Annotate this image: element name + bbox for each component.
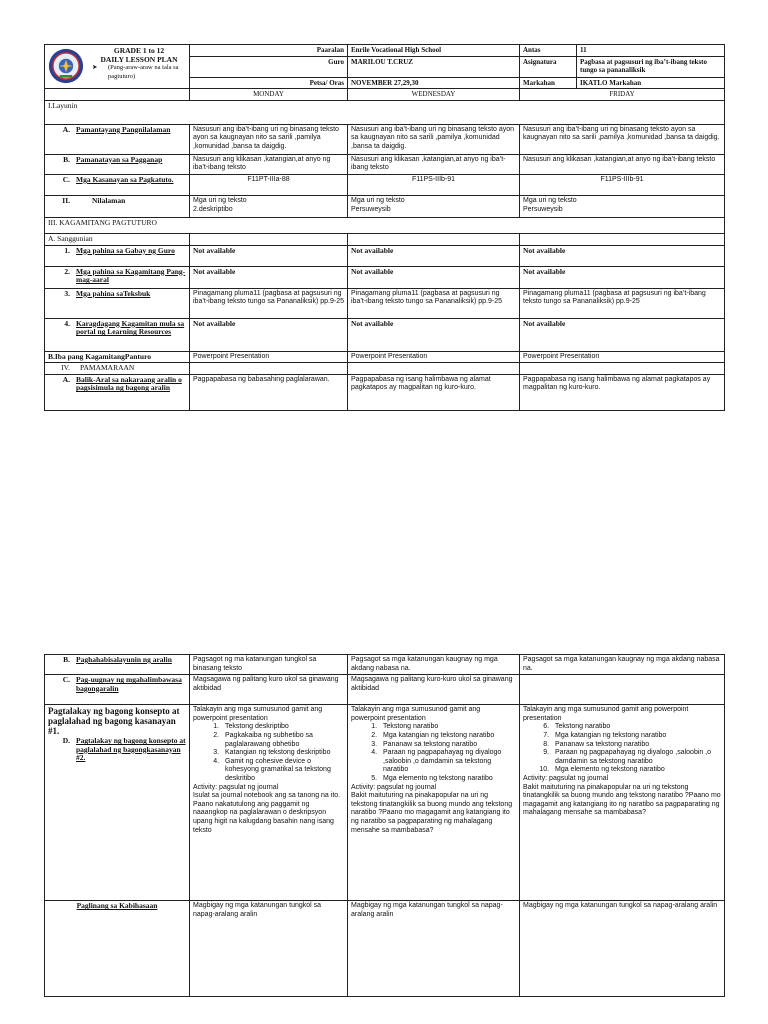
cell-c-wednesday: F11PS-IIIb-91: [348, 174, 520, 195]
guro-label: Guro: [190, 56, 348, 77]
label-sanggunian: A. Sanggunian: [45, 233, 190, 245]
cell-iba-friday: Powerpoint Presentation: [520, 351, 725, 363]
markahan-label: Markahan: [520, 77, 577, 89]
cell-b-friday: Nasusuri ang klikasan ,katangian,at anyo ng iba’t-ibang teksto: [520, 154, 725, 174]
guro-value: MARILOU T.CRUZ: [348, 56, 520, 77]
dlp-label: DAILY LESSON PLAN: [100, 54, 178, 64]
label-pagtalakay-1: Pagtalakay ng bagong konsepto at paglalahad ng bagong kasanayan #1.: [48, 706, 180, 737]
cell-pag-uugnay-friday: [520, 675, 725, 705]
cell-pag-uugnay-monday: Magsagawa ng palitang kuro ukol sa ginawang aktibidad: [190, 675, 348, 705]
cell-teksbuk-wednesday: Pinagamang pluma11 (pagbasa at pagsusuri ng iba’t-ibang teksto tungo sa Pananaliksik) pp.9-25: [348, 288, 520, 318]
cell-ii-wednesday: Mga uri ng teksto Persuweysib: [348, 195, 520, 217]
cell-paghahabi-friday: Pagsagot sa mga katanungan kaugnay ng mga akdang nabasa na.: [520, 655, 725, 675]
lesson-plan-table-continued: B. Paghahabisalayunin ng aralin Pagsagot ng ma katanungan tungkol sa binasang teksto Pagsagot sa mga katanungan kaugnay ng mga akdang nabasa na. Pagsagot sa mga katanungan kaugnay ng mga akdang nabasa na. C. Pag-uugnay ng mgahalimbawasabagongaralin Magsagawa ng palitang kuro ukol sa ginawang aktibidad Magsagawa ng palitang kuro-kuro ukol sa ginawang aktibidad Pagtalakay ng bagong konsepto at paglalahad ng bagong kasanayan #1. D. Pagtalakay ng bagong konsepto at paglalahad ng bagongkasanayan #2. Talakayin ang mga sumusunod gamit ang powerpoint presentation 1. Tekstong deskriptibo 2. Pagkakaiba ng subhetibo sa paglalarawang obhetibo 3. Katangian ng tekstong deskriptibo 4. Gamit ng cohesive device o kohesyong gramatikal sa tekstong deskritibo Activity: pagsulat ng journal Isulat sa journal notebook ang sa tanong na ito. Paano nakatutulong ang paggamit ng naaangkop na paglalarawan o deskripsyon upang higit na kalugdang basahin nang isang teksto Talakayin ang mga sumusunod gamit ang powerpoint presentation 1. Tekstong naratibo 2. Mga katangian ng tekstong naratibo 3. Pananaw sa tekstong naratibo 4. Paraan ng pagpapahayag ng diyalogo ,saloobin ,o damdamin sa tekstong naratibo 5. Mga elemento ng tekstong naratibo Activity: pagsulat ng journal Bakit maituturing na pinakapopular na uri ng tekstong tinatangkilik sa buong mundo ang tekstong naratibo ?Paano mo magagamit ang katangiang ito ng naratibo sa pagpaparating ng mahalagang mensahe sa mambabasa? Talakayin ang mga sumusunod gamit ang powerpoint presentation 6. Tekstong naratibo 7. Mga katangian ng tekstong naratibo 8. Pananaw sa tekstong naratibo 9. Paraan ng pagpapahayag ng diyalogo ,saloobin ,o damdamin sa tekstong naratibo 10. Mga elemento ng tekstong naratibo Activity: pagsulat ng journal Bakit maituturing na pinakapopular na uri ng tekstong tinatangkilik sa buong mundo ang tekstong naratibo ?Paano mo magagamit ang katangiang ito ng naratibo sa pagpaparating ng mahalagang mensahe sa mambabasa? Paglinang sa Kabihasaan Magbigay ng mga katanungan tungkol sa napag-aralang aralin Magbigay ng mga katanungan tungkol sa napag-aralang aralin Magbigay ng mga katanungan tungkol sa napag-aralang aralin: [44, 654, 725, 997]
lesson-plan-page-2: [44, 654, 724, 997]
cell-karagdagan-monday: Not available: [190, 318, 348, 351]
list-wednesday-topics: 1. Tekstong naratibo 2. Mga katangian ng tekstong naratibo 3. Pananaw sa tekstong naratibo 4. Paraan ng pagpapahayag ng diyalogo ,saloobin ,o damdamin sa tekstong naratibo 5. Mga elemento ng tekstong naratibo: [351, 723, 516, 783]
paaralan-value: Enrile Vocational High School: [348, 45, 520, 57]
cell-paglinang-wednesday: Magbigay ng mga katanungan tungkol sa napag-aralang aralin: [348, 901, 520, 997]
label-teksbuk: Mga pahina saTeksbuk: [76, 288, 151, 298]
label-balik-aral: Balik-Aral sa nakaraang aralin o pagsisimula ng bagong aralin: [76, 374, 182, 393]
cell-balik-aral-wednesday: Pagpapabasa ng isang halimbawa ng alamat pagkatapos ay magpalitan ng kuro-kuro.: [348, 374, 520, 410]
label-kagamitang-pang-mag-aaral: Mga pahina sa Kagamitang Pang-mag-aaral: [76, 266, 186, 285]
list-monday-topics: 1. Tekstong deskriptibo 2. Pagkakaiba ng subhetibo sa paglalarawang obhetibo 3. Katangian ng tekstong deskriptibo 4. Gamit ng cohesive device o kohesyong gramatikal sa tekstong deskritibo: [193, 723, 344, 783]
cell-pagtalakay-friday: Talakayin ang mga sumusunod gamit ang powerpoint presentation 6. Tekstong naratibo 7. Mga katangian ng tekstong naratibo 8. Pananaw sa tekstong naratibo 9. Paraan ng pagpapahayag ng diyalogo ,saloobin ,o damdamin sa tekstong naratibo 10. Mga elemento ng tekstong naratibo Activity: pagsulat ng journal Bakit maituturing na pinakapopular na uri ng tekstong tinatangkilik sa buong mundo ang tekstong naratibo ?Paano mo magagamit ang katangiang ito ng naratibo sa pagpaparating ng mahalagang mensahe sa mambabasa?: [520, 705, 725, 901]
cell-balik-aral-friday: Pagpapabasa ng isang halimbawa ng alamat pagkatapos ay magpalitan ng kuro-kuro.: [520, 374, 725, 410]
cell-gabay-wednesday: Not available: [348, 245, 520, 266]
section-kagamitan: III. KAGAMITANG PAGTUTURO: [45, 217, 725, 233]
cell-pang-mag-aaral-wednesday: Not available: [348, 266, 520, 288]
asignatura-value: Pagbasa at pagsusuri ng iba’t-ibang teksto tungo sa pananaliksik: [577, 56, 725, 77]
label-mga-kasanayan: Mga Kasanayan sa Pagkatuto.: [76, 174, 174, 184]
cell-ii-monday: Mga uri ng teksto 2.deskriptibo: [190, 195, 348, 217]
cell-pagtalakay-monday: Talakayin ang mga sumusunod gamit ang powerpoint presentation 1. Tekstong deskriptibo 2. Pagkakaiba ng subhetibo sa paglalarawang obhetibo 3. Katangian ng tekstong deskriptibo 4. Gamit ng cohesive device o kohesyong gramatikal sa tekstong deskritibo Activity: pagsulat ng journal Isulat sa journal notebook ang sa tanong na ito. Paano nakatutulong ang paggamit ng naaangkop na paglalarawan o deskripsyon upang higit na kalugdang basahin nang isang teksto: [190, 705, 348, 901]
petsa-value: NOVEMBER 27,29,30: [348, 77, 520, 89]
deped-seal-icon: [48, 48, 84, 84]
label-karagdagang-kagamitan: Karagdagang Kagamitan mula sa portal ng Learning Resources: [76, 318, 185, 337]
cell-pag-uugnay-wednesday: Magsagawa ng palitang kuro-kuro ukol sa ginawang aktibidad: [348, 675, 520, 705]
label-paglinang-sa-kabihasaan: Paglinang sa Kabihasaan: [76, 901, 158, 911]
petsa-label: Petsa/ Oras: [190, 77, 348, 89]
list-friday-topics: 6. Tekstong naratibo 7. Mga katangian ng tekstong naratibo 8. Pananaw sa tekstong naratibo 9. Paraan ng pagpapahayag ng diyalogo ,saloobin ,o damdamin sa tekstong naratibo 10. Mga elemento ng tekstong naratibo: [523, 723, 721, 775]
cell-paglinang-monday: Magbigay ng mga katanungan tungkol sa napag-aralang aralin: [190, 901, 348, 997]
cell-b-monday: Nasusuri ang klikasan ,katangian,at anyo ng iba’t-ibang teksto: [190, 154, 348, 174]
cell-teksbuk-monday: Pinagamang pluma11 (pagbasa at pagsusuri ng iba’t-ibang teksto tungo sa Pananaliksik) pp.9-25: [190, 288, 348, 318]
cell-a-friday: Nasusuri ang iba’t-ibang uri ng binasang teksto ayon sa kaugnayan nito sa sarili ,pamilya ,komunidad ,bansa ta daigdig.: [520, 124, 725, 154]
cell-teksbuk-friday: Pinagamang pluma11 (pagbasa at pagsusuri ng iba’t-ibang teksto tungo sa Pananaliksik) pp.9-25: [520, 288, 725, 318]
header-title-cell: [45, 45, 190, 89]
cell-karagdagan-friday: Not available: [520, 318, 725, 351]
day-wednesday: WEDNESDAY: [348, 89, 520, 101]
cell-c-monday: F11PT-IIIa-88: [190, 174, 348, 195]
cell-karagdagan-wednesday: Not available: [348, 318, 520, 351]
cell-a-wednesday: Nasusuri ang iba’t-ibang uri ng binasang teksto ayon sa kaugnayan nito sa sarili ,pamilya ,komunidad ,bansa ta daigdig.: [348, 124, 520, 154]
label-pagtalakay-2: Pagtalakay ng bagong konsepto at paglalahad ng bagongkasanayan #2.: [76, 736, 186, 763]
dlp-subtitle: (Pang-araw-araw na tala sa pagtuturo): [108, 64, 179, 80]
cell-gabay-friday: Not available: [520, 245, 725, 266]
cell-paglinang-friday: Magbigay ng mga katanungan tungkol sa napag-aralang aralin: [520, 901, 725, 997]
lesson-plan-page-1: [44, 44, 724, 411]
cell-iba-wednesday: Powerpoint Presentation: [348, 351, 520, 363]
cell-a-monday: Nasusuri ang iba’t-ibang uri ng binasang teksto ayon sa kaugnayan nito sa sarili ,pamilya ,komunidad ,bansa ta daigdig.: [190, 124, 348, 154]
cell-iba-monday: Powerpoint Presentation: [190, 351, 348, 363]
cell-paghahabi-wednesday: Pagsagot sa mga katanungan kaugnay ng mga akdang nabasa na.: [348, 655, 520, 675]
label-nilalaman: Nilalaman: [92, 195, 126, 205]
arrow-bullet-icon: ➤: [92, 64, 98, 72]
label-pag-uugnay: Pag-uugnay ng mgahalimbawasabagongaralin: [76, 675, 182, 693]
antas-value: 11: [577, 45, 725, 57]
cell-c-friday: F11PS-IIIb-91: [520, 174, 725, 195]
day-friday: FRIDAY: [520, 89, 725, 101]
label-iba-pang-kagamitan: B.Iba pang KagamitangPanturo: [45, 351, 190, 363]
grade-label: GRADE 1 to 12: [113, 46, 165, 55]
cell-pang-mag-aaral-friday: Not available: [520, 266, 725, 288]
cell-gabay-monday: Not available: [190, 245, 348, 266]
paaralan-label: Paaralan: [190, 45, 348, 57]
label-paghahabi: Paghahabisalayunin ng aralin: [76, 655, 172, 664]
cell-ii-friday: Mga uri ng teksto Persuweysib: [520, 195, 725, 217]
label-pamantayang-pangnilalaman: Pamantayang Pangnilalaman: [76, 124, 171, 134]
label-pamanatayan-sa-pagganap: Pamanatayan sa Pagganap: [76, 154, 163, 164]
label-gabay-ng-guro: Mga pahina sa Gabay ng Guro: [76, 245, 175, 255]
markahan-value: IKATLO Markahan: [577, 77, 725, 89]
cell-b-wednesday: Nasusuri ang klikasan ,katangian,at anyo ng iba’t-ibang teksto: [348, 154, 520, 174]
cell-pang-mag-aaral-monday: Not available: [190, 266, 348, 288]
cell-paghahabi-monday: Pagsagot ng ma katanungan tungkol sa binasang teksto: [190, 655, 348, 675]
antas-label: Antas: [520, 45, 577, 57]
cell-balik-aral-monday: Pagpapabasa ng babasahing paglalarawan.: [190, 374, 348, 410]
day-monday: MONDAY: [190, 89, 348, 101]
section-layunin: I.Layunin: [45, 100, 725, 124]
section-pamamaraan: PAMAMARAAN: [80, 363, 135, 373]
asignatura-label: Asignatura: [520, 56, 577, 77]
lesson-plan-table: GRADE 1 to 12 DAILY LESSON PLAN ➤ (Pang-araw-araw na tala sa pagtuturo) Paaralan Enrile Vocational High School Antas 11 Guro MARILOU T.CRUZ Asignatura Pagbasa at pagsusuri ng iba’t-ibang teksto tungo sa pananaliksik Petsa/ Oras NOVEMBER 27,29,30 Markahan IKATLO Markahan MONDAY WEDNESDAY FRIDAY I.Layunin A. Pamantayang Pangnilalaman Nasusuri ang iba’t-ibang uri ng binasang teksto ayon sa kaugnayan nito sa sarili ,pamilya ,komunidad ,bansa ta daigdig. Nasusuri ang iba’t-ibang uri ng binasang teksto ayon sa kaugnayan nito sa sarili ,pamilya ,komunidad ,bansa ta daigdig. Nasusuri ang iba’t-ibang uri ng binasang teksto ayon sa kaugnayan nito sa sarili ,pamilya ,komunidad ,bansa ta daigdig. B. Pamanatayan sa Pagganap Nasusuri ang klikasan ,katangian,at anyo ng iba’t-ibang teksto Nasusuri ang klikasan ,katangian,at anyo ng iba’t-ibang teksto Nasusuri ang klikasan ,katangian,at anyo ng iba’t-ibang teksto C. Mga Kasanayan sa Pagkatuto. F11PT-IIIa-88 F11PS-IIIb-91 F11PS-IIIb-91 II. Nilalaman Mga uri ng teksto 2.deskriptibo Mga uri ng teksto Persuweysib Mga uri ng teksto Persuweysib III. KAGAMITANG PAGTUTURO A. Sanggunian 1. Mga pahina sa Gabay ng Guro Not available Not available Not available 2. Mga pahina sa Kagamitang Pang-mag-aaral Not available Not available Not available 3. Mga pahina saTeksbuk Pinagamang pluma11 (pagbasa at pagsusuri ng iba’t-ibang teksto tungo sa Pananaliksik) pp.9-25 Pinagamang pluma11 (pagbasa at pagsusuri ng iba’t-ibang teksto tungo sa Pananaliksik) pp.9-25 Pinagamang pluma11 (pagbasa at pagsusuri ng iba’t-ibang teksto tungo sa Pananaliksik) pp.9-25 4. Karagdagang Kagamitan mula sa portal ng Learning Resources Not available Not available Not available B.Iba pang KagamitangPanturo Powerpoint Presentation Powerpoint Presentation Powerpoint Presentation IV. PAMAMARAAN A. Balik-Aral sa nakaraang aralin o pagsisimula ng bagong aralin Pagpapabasa ng babasahing paglalarawan. Pagpapabasa ng isang halimbawa ng alamat pagkatapos ay magpalitan ng kuro-kuro. Pagpapabasa ng isang halimbawa ng alamat pagkatapos ay magpalitan ng kuro-kuro.: [44, 44, 725, 411]
cell-pagtalakay-wednesday: Talakayin ang mga sumusunod gamit ang powerpoint presentation 1. Tekstong naratibo 2. Mga katangian ng tekstong naratibo 3. Pananaw sa tekstong naratibo 4. Paraan ng pagpapahayag ng diyalogo ,saloobin ,o damdamin sa tekstong naratibo 5. Mga elemento ng tekstong naratibo Activity: pagsulat ng journal Bakit maituturing na pinakapopular na uri ng tekstong tinatangkilik sa buong mundo ang tekstong naratibo ?Paano mo magagamit ang katangiang ito ng naratibo sa pagpaparating ng mahalagang mensahe sa mambabasa?: [348, 705, 520, 901]
